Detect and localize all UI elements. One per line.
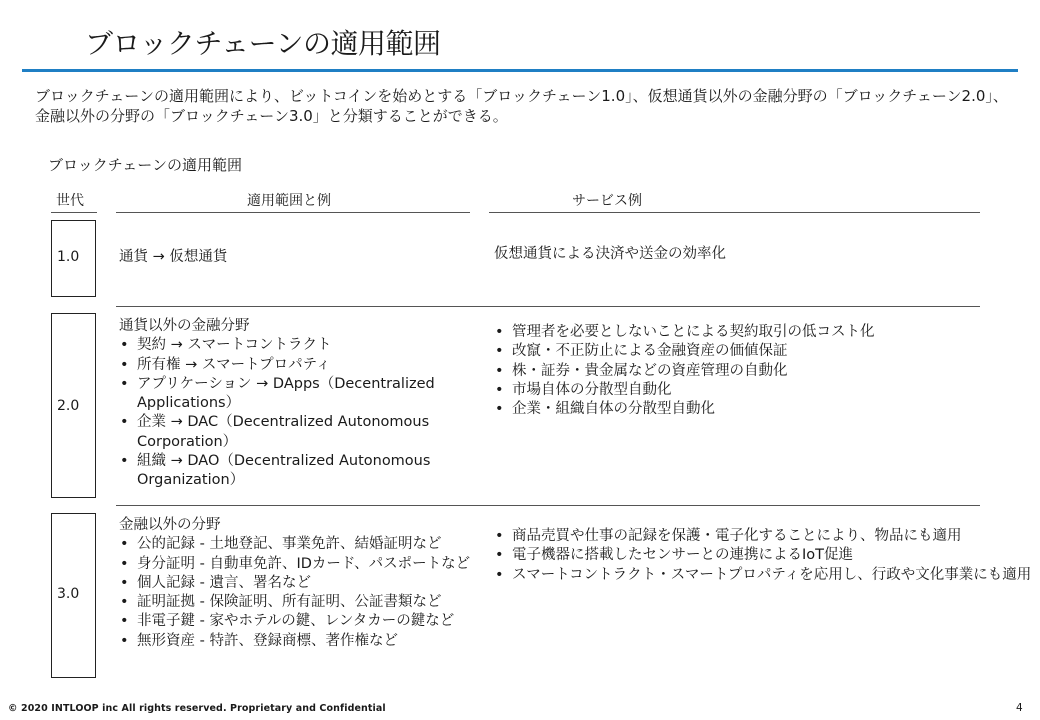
intro-line-1: ブロックチェーンの適用範囲により、ビットコインを始めとする「ブロックチェーン1.0」、仮想通貨以外の金融分野の「ブロックチェーン2.0」、 <box>35 87 1008 105</box>
generation-label: 3.0 <box>57 586 80 602</box>
header-scope: 適用範囲と例 <box>247 193 331 209</box>
list-item: • 改竄・不正防止による金融資産の価値保証 <box>494 342 974 361</box>
services-cell-2 <box>494 323 974 419</box>
copyright-notice: © 2020 INTLOOP inc All rights reserved. Proprietary and Confidential <box>8 703 386 714</box>
generation-box-3 <box>51 513 96 678</box>
service-text: 仮想通貨による決済や送金の効率化 <box>494 246 726 262</box>
page-title: ブロックチェーンの適用範囲 <box>85 27 441 60</box>
intro-paragraph <box>35 86 1015 126</box>
list-item: • 契約 → スマートコントラクト <box>119 336 469 355</box>
list-item: • 市場自体の分散型自動化 <box>494 381 974 400</box>
services-cell-1 <box>494 245 974 264</box>
list-item: • 非電子鍵 - 家やホテルの鍵、レンタカーの鍵など <box>119 612 479 631</box>
scope-list <box>119 336 469 490</box>
list-item: • 管理者を必要としないことによる契約取引の低コスト化 <box>494 323 974 342</box>
services-list <box>494 323 974 419</box>
scope-cell-3 <box>119 516 479 651</box>
header-rule-generation <box>51 212 97 213</box>
generation-box-1 <box>51 220 96 297</box>
list-item: • 公的記録 - 土地登記、事業免許、結婚証明など <box>119 535 479 554</box>
scope-title: 通貨以外の金融分野 <box>119 318 250 334</box>
generation-label: 1.0 <box>57 249 80 265</box>
services-cell-3 <box>494 527 1032 585</box>
scope-cell-2 <box>119 317 469 491</box>
generation-label: 2.0 <box>57 398 80 414</box>
list-item: • 商品売買や仕事の記録を保護・電子化することにより、物品にも適用 <box>494 527 994 546</box>
list-item: • 組織 → DAO（Decentralized Autonomous Organization） <box>119 452 469 491</box>
generation-box-2 <box>51 313 96 498</box>
header-rule-scope <box>116 212 470 213</box>
list-item: • 企業 → DAC（Decentralized Autonomous Corporation） <box>119 413 469 452</box>
list-item: • 証明証拠 - 保険証明、所有証明、公証書類など <box>119 593 479 612</box>
scope-cell-1 <box>119 248 227 267</box>
intro-line-2: 金融以外の分野の「ブロックチェーン3.0」と分類することができる。 <box>35 107 508 125</box>
header-generation: 世代 <box>56 193 84 209</box>
header-services: サービス例 <box>572 193 642 209</box>
row-divider-1 <box>116 306 980 307</box>
page-number: 4 <box>1016 702 1023 714</box>
list-item: • 電子機器に搭載したセンサーとの連携によるIoT促進 <box>494 546 994 565</box>
list-item: • アプリケーション → DApps（Decentralized Applications） <box>119 375 469 414</box>
list-item: • 身分証明 - 自動車免許、IDカード、パスポートなど <box>119 555 479 574</box>
scope-title: 金融以外の分野 <box>119 517 221 533</box>
list-item: • 株・証券・貴金属などの資産管理の自動化 <box>494 362 974 381</box>
header-rule-services <box>489 212 980 213</box>
title-underline <box>22 69 1018 72</box>
scope-title: 通貨 → 仮想通貨 <box>119 249 228 265</box>
list-item: • 所有権 → スマートプロパティ <box>119 356 469 375</box>
list-item: • 無形資産 - 特許、登録商標、著作権など <box>119 632 479 651</box>
list-item: • 個人記録 - 遺言、署名など <box>119 574 479 593</box>
scope-list <box>119 535 479 651</box>
list-item: • 企業・組織自体の分散型自動化 <box>494 400 974 419</box>
row-divider-2 <box>116 505 980 506</box>
section-label: ブロックチェーンの適用範囲 <box>48 156 242 174</box>
list-item: • スマートコントラクト・スマートプロパティを応用し、行政や文化事業にも適用 <box>494 566 994 585</box>
services-list <box>494 527 1032 585</box>
